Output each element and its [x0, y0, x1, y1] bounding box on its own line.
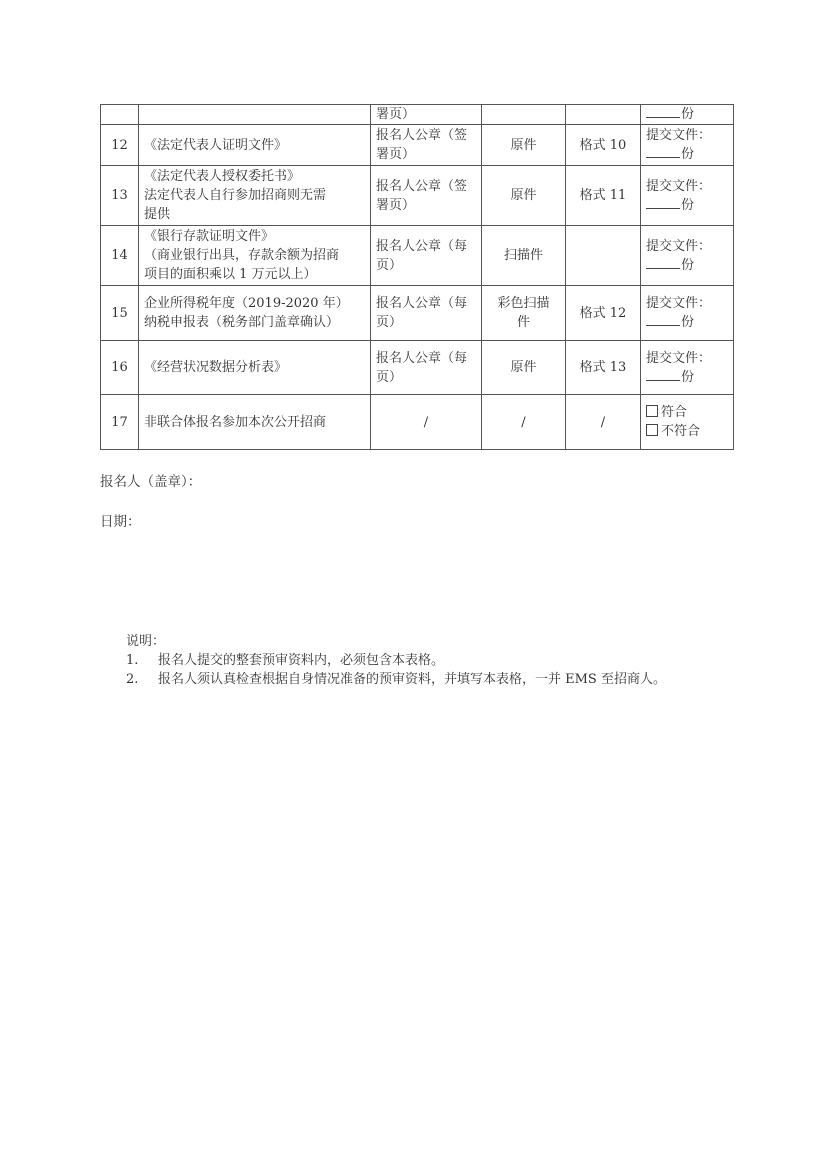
requirement-cell: 报名人公章（签 署页） — [371, 125, 482, 166]
row-number: 13 — [101, 166, 139, 226]
applicant-seal-label: 报名人（盖章）： — [100, 474, 202, 490]
requirement-cell: / — [371, 395, 482, 450]
blank-line[interactable] — [646, 313, 680, 326]
requirement-cell: 报名人公章（签 署页） — [371, 166, 482, 226]
format-cell: / — [566, 395, 641, 450]
format-cell: 格式 13 — [566, 341, 641, 395]
option-conform[interactable]: 符合 — [646, 403, 728, 422]
table-row — [101, 226, 734, 286]
document-name: 《法定代表人授权委托书》 法定代表人自行参加招商则无需 提供 — [139, 166, 371, 226]
document-name: 《银行存款证明文件》 （商业银行出具，存款余额为招商 项目的面积乘以 1 万元以上） — [139, 226, 371, 286]
blank-line[interactable] — [646, 256, 680, 269]
table-row — [101, 341, 734, 395]
note-item: 2. 报名人须认真检查根据自身情况准备的预审资料，并填写本表格，一并 EMS 至招商人。 — [126, 672, 666, 687]
document-type: 原件 — [482, 166, 566, 226]
table-row — [101, 105, 734, 125]
table-row — [101, 125, 734, 166]
document-name: 《法定代表人证明文件》 — [139, 125, 371, 166]
requirement-cell: 报名人公章（每 页） — [371, 341, 482, 395]
blank-line[interactable] — [646, 196, 680, 209]
table-row — [101, 395, 734, 450]
document-type: 原件 — [482, 125, 566, 166]
row-number: 12 — [101, 125, 139, 166]
row-number: 16 — [101, 341, 139, 395]
check-cell: 提交文件： 份 — [641, 286, 734, 341]
table-row — [101, 286, 734, 341]
format-cell: 格式 12 — [566, 286, 641, 341]
note-item: 1. 报名人提交的整套预审资料内，必须包含本表格。 — [126, 653, 445, 668]
format-cell: 格式 11 — [566, 166, 641, 226]
notes-section — [126, 632, 666, 689]
document-type: 原件 — [482, 341, 566, 395]
table-row — [101, 166, 734, 226]
check-cell: 提交文件： 份 — [641, 341, 734, 395]
document-name: 企业所得税年度（2019-2020 年） 纳税申报表（税务部门盖章确认） — [139, 286, 371, 341]
requirement-cell: 报名人公章（每 页） — [371, 226, 482, 286]
check-cell — [641, 395, 734, 450]
document-type: / — [482, 395, 566, 450]
check-cell: 份 — [641, 105, 734, 125]
requirement-cell: 报名人公章（每 页） — [371, 286, 482, 341]
date-label: 日期： — [100, 514, 141, 530]
row-number: 17 — [101, 395, 139, 450]
row-number: 14 — [101, 226, 139, 286]
document-type: 彩色扫描 件 — [482, 286, 566, 341]
check-cell: 提交文件： 份 — [641, 166, 734, 226]
blank-line[interactable] — [646, 105, 680, 118]
notes-title: 说明： — [126, 634, 166, 649]
row-number: 15 — [101, 286, 139, 341]
document-checklist-table — [100, 104, 734, 450]
requirement-cell: 署页） — [371, 105, 482, 125]
format-cell — [566, 226, 641, 286]
check-cell: 提交文件： 份 — [641, 125, 734, 166]
checkbox-icon[interactable] — [646, 424, 658, 436]
blank-line[interactable] — [646, 368, 680, 381]
checkbox-icon[interactable] — [646, 405, 658, 417]
format-cell: 格式 10 — [566, 125, 641, 166]
check-cell: 提交文件： 份 — [641, 226, 734, 286]
document-name: 《经营状况数据分析表》 — [139, 341, 371, 395]
option-not-conform[interactable]: 不符合 — [646, 422, 728, 441]
document-type: 扫描件 — [482, 226, 566, 286]
blank-line[interactable] — [646, 145, 680, 158]
document-name: 非联合体报名参加本次公开招商 — [139, 395, 371, 450]
